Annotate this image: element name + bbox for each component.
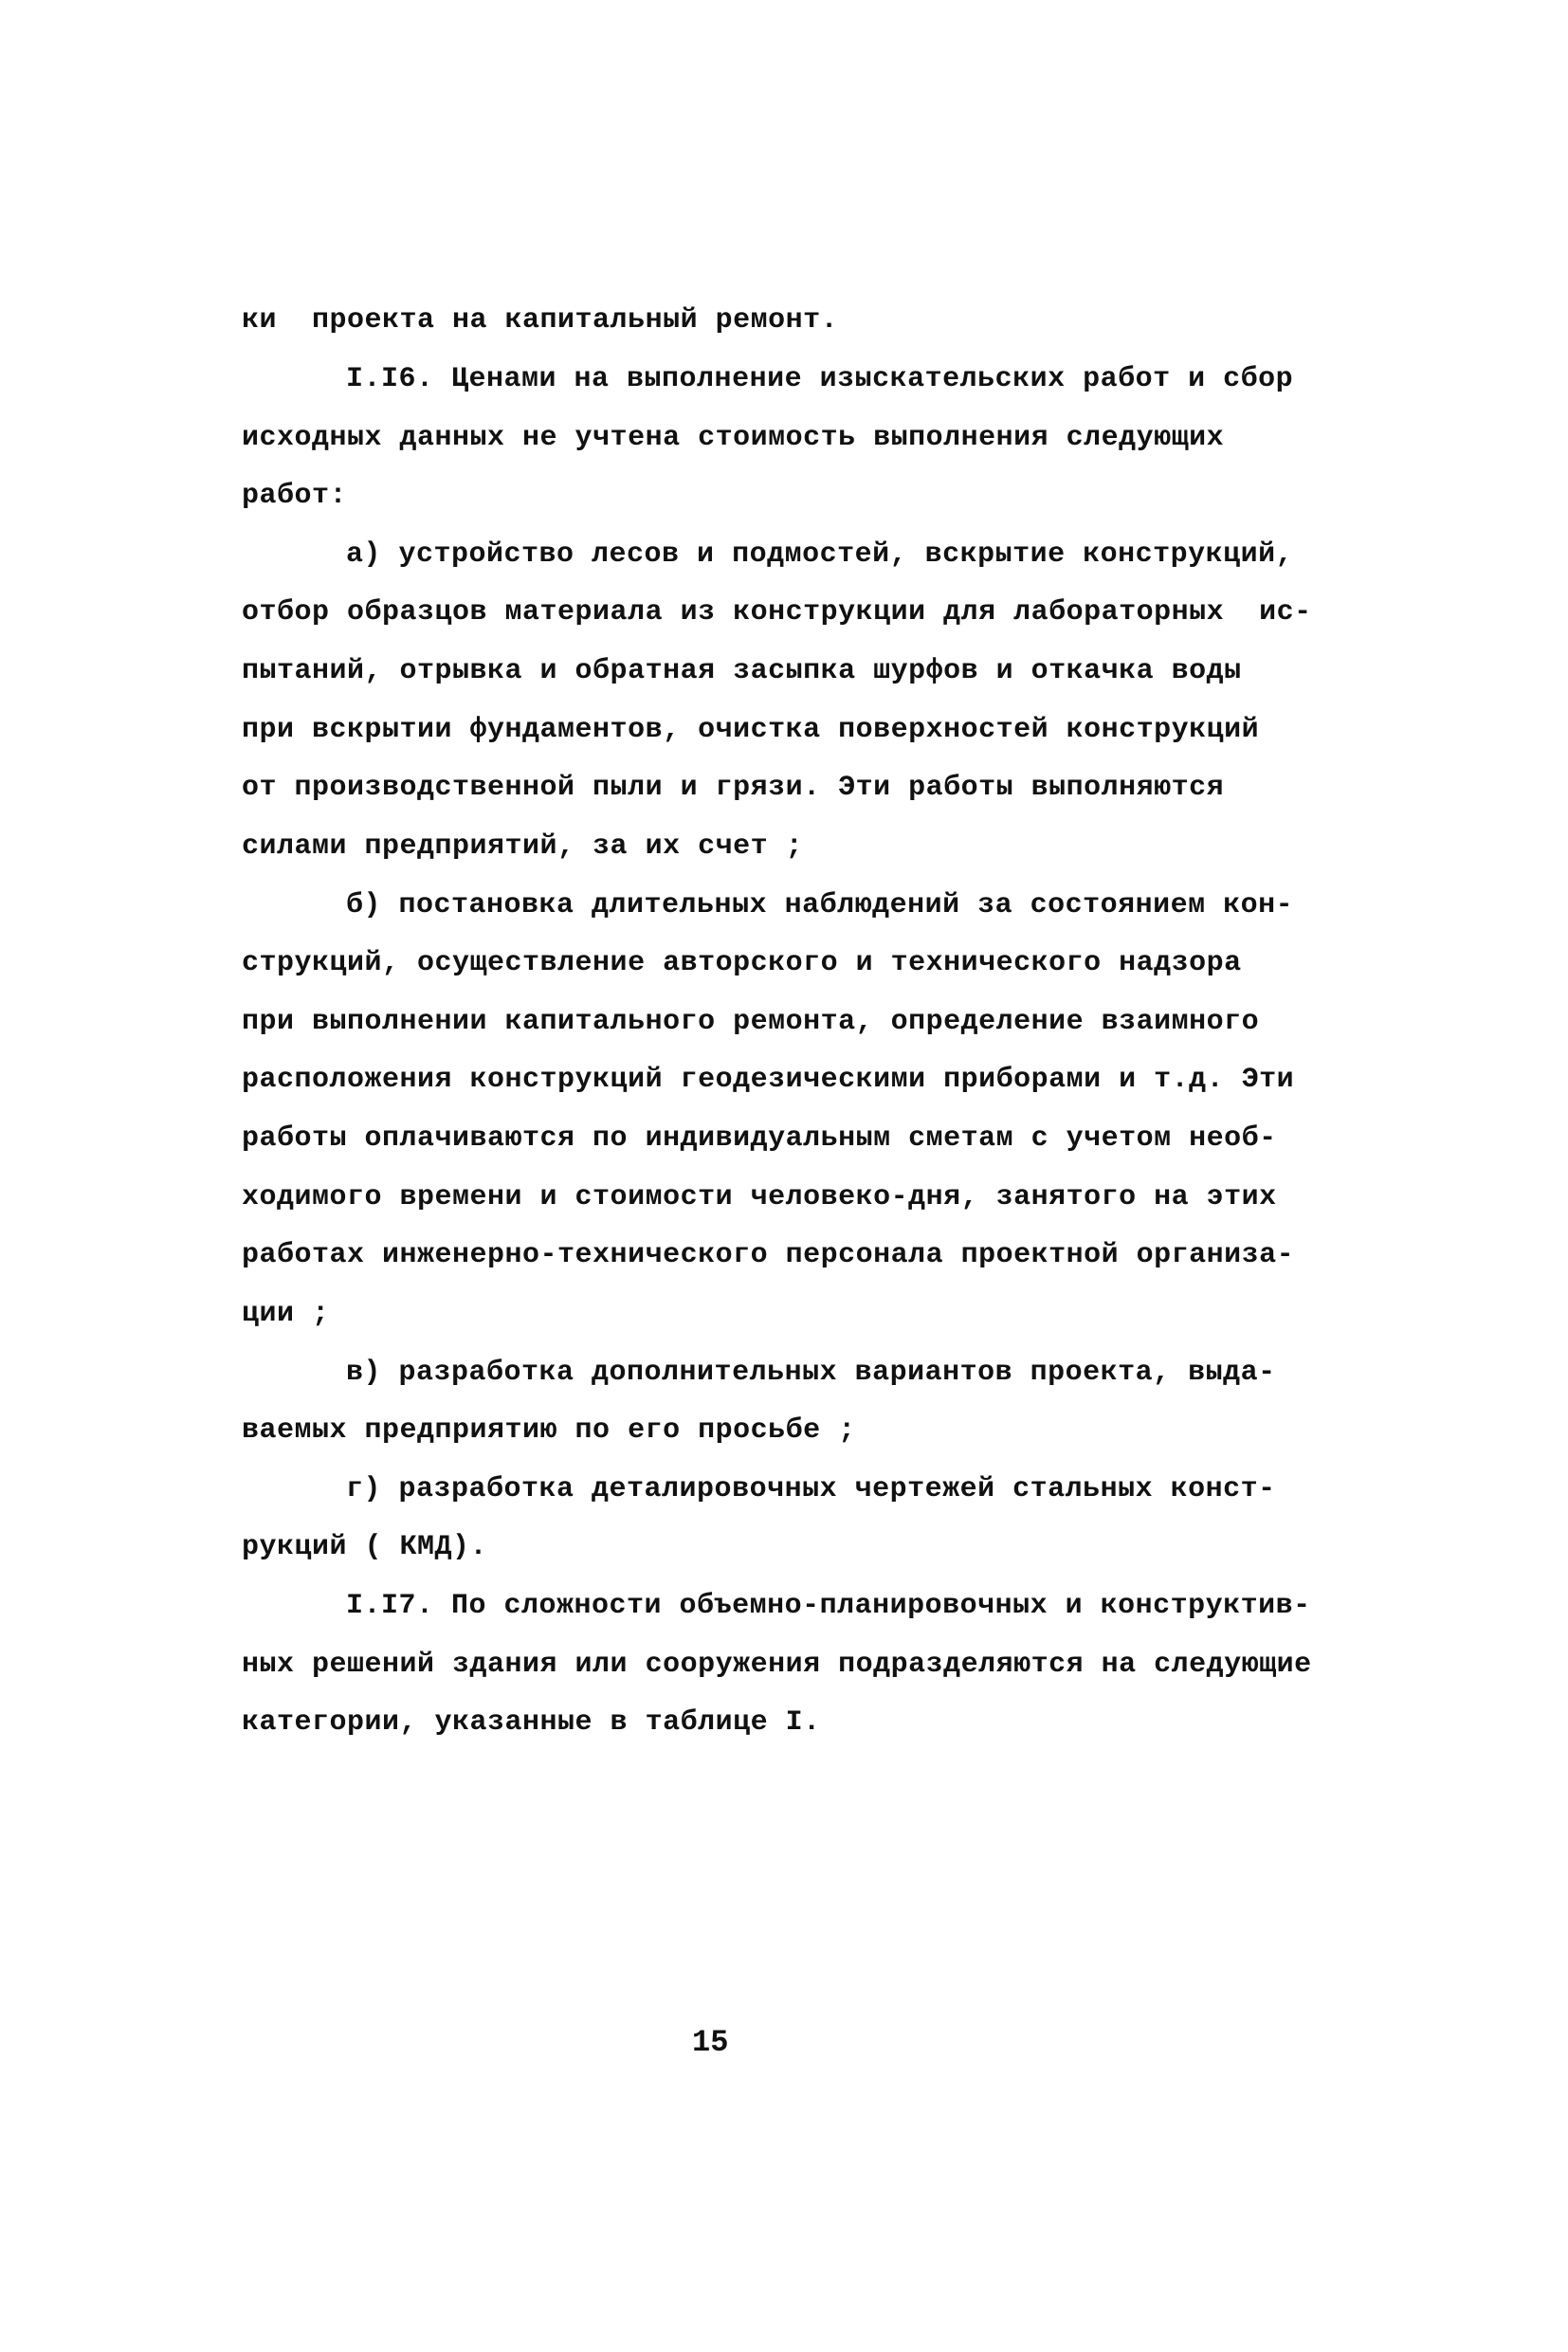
text-line-14: расположения конструкций геодезическими приборами и т.д. Эти <box>242 1064 1295 1096</box>
text-line-16: ходимого времени и стоимости человеко-дня, занятого на этих <box>242 1181 1277 1213</box>
text-line-4: работ: <box>242 480 348 512</box>
page-number: 15 <box>692 2025 729 2060</box>
text-line-19: в) разработка дополнительных вариантов проекта, выда- <box>346 1357 1276 1389</box>
text-line-2: I.I6. Ценами на выполнение изыскательских работ и сбор <box>346 363 1294 395</box>
text-line-15: работы оплачиваются по индивидуальным сметам с учетом необ- <box>242 1122 1277 1155</box>
text-line-1: ки проекта на капитальный ремонт. <box>242 304 839 337</box>
text-line-6: отбор образцов материала из конструкции для лабораторных ис- <box>242 596 1312 629</box>
text-line-9: от производственной пыли и грязи. Эти работы выполняются <box>242 772 1225 804</box>
text-line-3: исходных данных не учтена стоимость выполнения следующих <box>242 422 1225 454</box>
text-line-23: I.I7. По сложности объемно-планировочных и конструктив- <box>346 1590 1311 1622</box>
text-line-17: работах инженерно-технического персонала проектной организа- <box>242 1239 1295 1271</box>
text-line-13: при выполнении капитального ремонта, определение взаимного <box>242 1006 1260 1038</box>
text-line-10: силами предприятий, за их счет ; <box>242 830 804 863</box>
text-line-25: категории, указанные в таблице I. <box>242 1706 821 1739</box>
text-line-5: а) устройство лесов и подмостей, вскрытие конструкций, <box>346 538 1294 571</box>
text-line-21: г) разработка деталировочных чертежей стальных конст- <box>346 1473 1276 1505</box>
text-line-8: при вскрытии фундаментов, очистка поверхностей конструкций <box>242 714 1260 746</box>
text-line-12: струкций, осуществление авторского и технического надзора <box>242 947 1242 979</box>
text-line-11: б) постановка длительных наблюдений за состоянием кон- <box>346 889 1294 921</box>
text-line-18: ции ; <box>242 1298 330 1330</box>
text-line-7: пытаний, отрывка и обратная засыпка шурфов и откачка воды <box>242 655 1242 687</box>
text-line-22: рукций ( КМД). <box>242 1531 488 1563</box>
text-line-24: ных решений здания или сооружения подразделяются на следующие <box>242 1649 1312 1681</box>
text-line-20: ваемых предприятию по его просьбе ; <box>242 1414 856 1447</box>
